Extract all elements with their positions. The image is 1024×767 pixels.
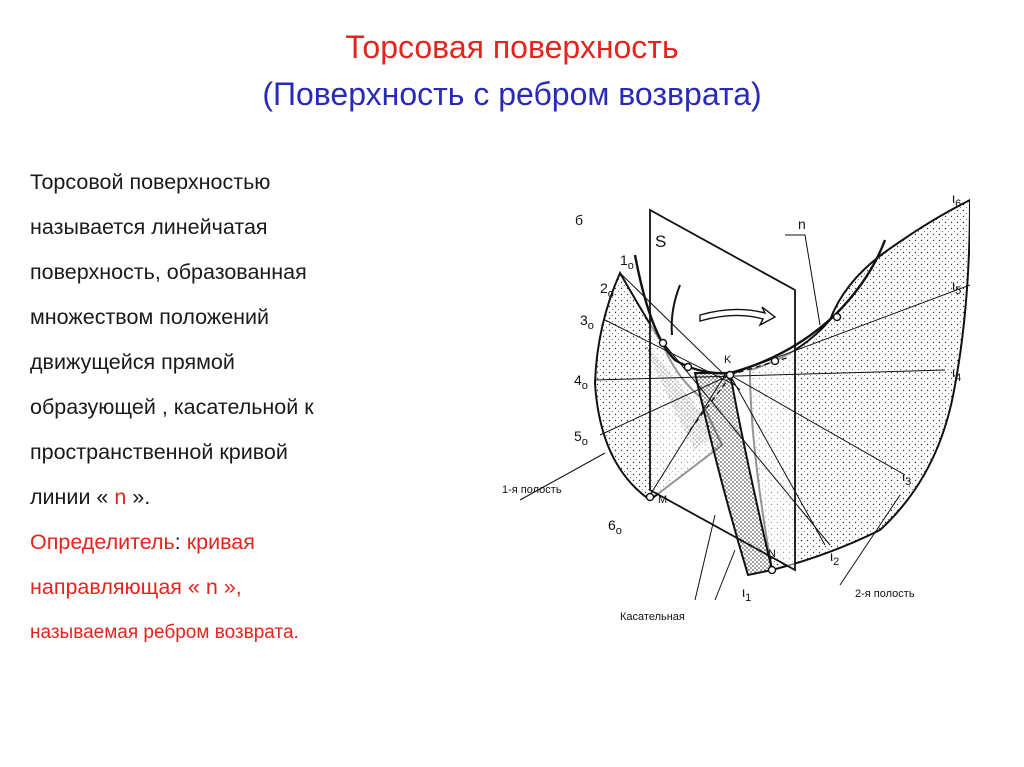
point-n — [769, 567, 776, 574]
text-line-1: Торсовой поверхностью — [30, 170, 271, 194]
figure-label: б — [575, 212, 584, 228]
left-label-1: $1_o$ — [620, 252, 634, 272]
definition-colon: : — [174, 530, 181, 554]
right-label-5: $\iota_5$ — [952, 277, 962, 297]
text-line-7: пространственной кривой — [30, 440, 288, 464]
right-label-3: $\iota_3$ — [902, 468, 912, 488]
text-line-4: множеством положений — [30, 305, 270, 329]
point-m-label: M — [658, 494, 668, 506]
left-label-3: $3_o$ — [580, 312, 594, 332]
point-on-curve-2 — [685, 364, 692, 371]
directrix-line: направляющая « n », — [30, 575, 242, 599]
point-on-curve-1 — [660, 340, 667, 347]
tangent-label: Касательная — [620, 611, 685, 623]
text-line-3: поверхность, образованная — [30, 260, 307, 284]
curve-label: n — [798, 216, 806, 232]
sheet-2-label: 2-я полость — [855, 588, 915, 600]
point-m — [647, 494, 654, 501]
edge-line: называемая ребром возврата. — [30, 622, 299, 643]
title-line-1: Торсовая поверхность — [345, 29, 679, 65]
left-label-5: $5_o$ — [574, 428, 588, 448]
left-label-6: $6_o$ — [608, 517, 622, 537]
definition-text — [30, 160, 430, 655]
right-label-2: $\iota_2$ — [830, 548, 840, 568]
text-line-2: называется линейчатая — [30, 215, 268, 239]
point-n-label: N — [768, 548, 776, 560]
text-line-8 — [30, 475, 430, 520]
point-on-curve-4 — [834, 314, 841, 321]
right-label-6: $\iota_6$ — [952, 190, 962, 210]
right-label-1: $\iota_1$ — [742, 584, 752, 604]
left-label-2: $2_o$ — [600, 280, 614, 300]
definition-rest: кривая — [180, 530, 255, 554]
point-k — [727, 372, 734, 379]
curve-n-inline: n — [114, 485, 127, 509]
plane-label: S — [655, 232, 667, 251]
text-line-5: движущейся прямой — [30, 350, 235, 374]
text-line-8-pre: линии « — [30, 485, 115, 509]
title-line-2: (Поверхность с ребром возврата) — [262, 76, 762, 112]
left-label-4: $4_o$ — [574, 372, 588, 392]
text-line-8-post: ». — [126, 485, 151, 509]
right-label-4: $\iota_4$ — [952, 364, 962, 384]
definition-label: Определитель — [30, 530, 175, 554]
sheet-1-label: 1-я полость — [502, 484, 562, 496]
definition-line — [30, 520, 430, 565]
torse-surface-diagram — [500, 185, 970, 655]
text-line-6: образующей , касательной к — [30, 395, 314, 419]
point-k-label: K — [724, 354, 732, 366]
point-on-curve-3 — [772, 358, 779, 365]
